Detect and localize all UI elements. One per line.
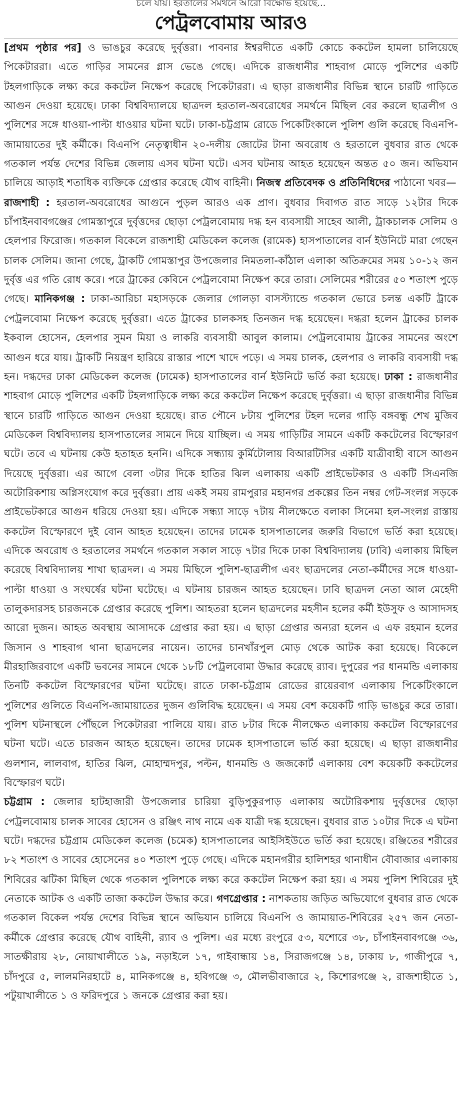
dateline-rajshahi: রাজশাহী : xyxy=(4,197,50,209)
mass-arrest-text: নাশকতায় জড়িত অভিযোগে বুধবার রাত থেকে গতকাল বিকেল পর্যন্ত দেশের বিভিন্ন স্থানে অভিযান চালিয়ে বিএনপি ও জামায়াত-শিবিরের ২৫৭ জন নেতা-কর্মীকে গ্রেপ্তার করেছে যৌথ বাহিনী, র‍্যাব ও পুলিশ। এর মধ্যে রংপুরে ৫৩, যশোরে ৩৮, চাঁপাইনবাবগঞ্জে ৩৬, সাতক্ষীরায় ২৮, নোয়াখালীতে ১৯, নড়াইলে ১৭, গাইবান্ধায় ১৪, সিরাজগঞ্জে ১৪, ঢাকায় ৮, গাজীপুরে ৭, চাঁদপুরে ৫, লালমনিরহাটে ৪, মানিকগঞ্জে ৪, হবিগঞ্জে ৩, মৌলভীবাজারে ২, কিশোরগঞ্জে ২, রাজশাহীতে ১, পটুয়াখালীতে ১ ও ফরিদপুরে ১ জনকে গ্রেপ্তার করা হয়। xyxy=(4,894,458,1002)
byline-tag: নিজস্ব প্রতিবেদক ও প্রতিনিধিদের xyxy=(253,178,391,190)
continuation-tag: [প্রথম পৃষ্ঠার পর] xyxy=(4,43,82,54)
dateline-dhaka: ঢাকা : xyxy=(379,371,413,383)
byline-text: পাঠানো খবর— xyxy=(390,178,457,190)
manikganj-text: ঢাকা-আরিচা মহাসড়কে জেলার গোলড়া বাসস্ট্যান্ডে গতকাল ভোরে চলন্ত একটি ট্রাকে পেট্রলবোমা নিক্ষেপ করেছে দুর্বৃত্তরা। এতে ট্রাকের চালকসহ তিনজন দগ্ধ হয়েছেন। দগ্ধরা হলেন ট্রাকের চালক ইকবাল হোসেন, হেলপার সুমন মিয়া ও লাকরি ব্যবসায়ী আবুল কালাম। পেট্রলবোমায় ট্রাকের সামনের অংশে আগুন ধরে যায়। ট্রাকটি নিয়ন্ত্রণ হারিয়ে রাস্তার পাশে খাদে পড়ে। এ সময় চালক, হেলপার ও লাকরি ব্যবসায়ী দগ্ধ হন। দগ্ধদের ঢাকা মেডিকেল কলেজ (ঢামেক) হাসপাতালের বার্ন ইউনিটে ভর্তি করা হয়েছে। xyxy=(4,294,458,383)
article-headline: পেট্রলবোমায় আরও xyxy=(4,8,458,39)
top-cut-line: চলে যায়। হরতালের সমর্থনে আরো বিক্ষোভ হয়েছে... xyxy=(136,0,326,8)
dateline-chattogram: চট্টগ্রাম : xyxy=(4,797,45,809)
article-body xyxy=(4,39,458,1006)
dateline-manikganj: মানিকগঞ্জ : xyxy=(28,294,86,306)
paragraph-intro xyxy=(4,39,458,194)
dhaka-text: রাজধানীর শাহবাগ মোড়ে পুলিশের একটি টহলগাড়িকে লক্ষ্য করে ককটেল নিক্ষেপ করেছে দুর্বৃত্তরা। এ ছাড়া রাজধানীর বিভিন্ন স্থানে চারটি গাড়িতে আগুন দেওয়া হয়েছে। রাত পৌনে ৮টায় পুলিশের টহল দলের গাড়ি বঙ্গবন্ধু শেখ মুজিব মেডিকেল বিশ্ববিদ্যালয় হাসপাতালের সামনে দিয়ে যাচ্ছিল। এ সময় গাড়িটির সামনে একটি ককটেলের বিস্ফোরণ ঘটে। তবে এ ঘটনায় কেউ হতাহত হননি। এদিকে সন্ধ্যায় কুর্মিটোলায় বিআরটিসির একটি যাত্রীবাহী বাসে আগুন দিয়েছে দুর্বৃত্তরা। এর আগে বেলা ৩টার দিকে হাতির ঝিল এলাকায় একটি প্রাইভেটকার ও একটি সিএনজি অটোরিকশায় অগ্নিসংযোগ করে দুর্বৃত্তরা। প্রায় একই সময় রামপুরার মহানগর প্রকল্পের তিন নম্বর গেট-সংলগ্ন সড়কে প্রাইভেটকারে আগুন ধরিয়ে দেওয়া হয়। এদিকে সন্ধ্যা সাড়ে ৭টায় নীলক্ষেতে বলাকা সিনেমা হল-সংলগ্ন রাস্তায় ককটেল বিস্ফোরণে দুই বোন আহত হয়েছেন। তাদের ঢামেক হাসপাতালের জরুরি বিভাগে ভর্তি করা হয়েছে। এদিকে অবরোধ ও হরতালের সমর্থনে গতকাল সকাল সাড়ে ৭টার দিকে ঢাকা বিশ্ববিদ্যালয় (ঢাবি) এলাকায় মিছিল করেছে বিশ্ববিদ্যালয় শাখা ছাত্রদল। এ সময় মিছিলে পুলিশ-ছাত্রলীগ এবং ছাত্রদলের নেতা-কর্মীদের সঙ্গে ধাওয়া-পাল্টা ধাওয়া ও সংঘর্ষের ঘটনা ঘটেছে। এ ঘটনায় চারজন আহত হয়েছেন। ঢাবি ছাত্রদল নেতা আল মেহেদী তালুকদারসহ চারজনকে গ্রেপ্তার করেছে পুলিশ। আহতরা হলেন ছাত্রদলের মহসীন হলের কর্মী ইউসুফ ও আসাদসহ আরো দুজন। আহত অবস্থায় আসাদকে গ্রেপ্তার করা হয়। এ ছাড়া গ্রেপ্তার অন্যরা হলেন এ এফ রহমান হলের জিসান ও শাহবাগ থানা ছাত্রদলের নায়েন। তাদের চানখাঁরপুল মোড় থেকে আটক করা হয়েছে। বিকেলে মীরহাজিরবাগে একটি ভবনের সামনে থেকে ১৮টি পেট্রলবোমা উদ্ধার করেছে র‍্যাব। দুপুরের পর ধানমন্ডি এলাকায় তিনটি ককটেল বিস্ফোরণের ঘটনা ঘটেছে। রাতে ঢাকা-চট্টগ্রাম রোডের রায়েরবাগ এলাকায় পিকেটিংকালে পুলিশের গুলিতে বিএনপি-জামায়াতের দুজন গুলিবিদ্ধ হয়েছেন। এ সময় বেশ কয়েকটি গাড়ি ভাঙচুর করে তারা। পুলিশ ঘটনাস্থলে পৌঁছলে পিকেটাররা পালিয়ে যায়। রাত ৮টার দিকে নীলক্ষেত এলাকায় ককটেল বিস্ফোরণের ঘটনা ঘটে। এতে চারজন আহত হয়েছেন। তাদের ঢামেক হাসপাতালে ভর্তি করা হয়েছে। এ ছাড়া রাজধানীর গুলশান, লালবাগ, হাতির ঝিল, মোহাম্মদপুর, পল্টন, ধানমন্ডি ও জজকোর্ট এলাকায় বেশ কয়েকটি ককটেলের বিস্ফোরণ ঘটে। xyxy=(4,371,458,790)
paragraph-chattogram xyxy=(4,793,458,1006)
rajshahi-text: হরতাল-অবরোধের আগুনে পুড়ল আরও এক প্রাণ। বুধবার দিবাগত রাত সাড়ে ১২টার দিকে চাঁপাইনবাবগঞ্জের গোমস্তাপুরে দুর্বৃত্তদের ছোড়া পেট্রলবোমায় দগ্ধ হন ব্যবসায়ী সাহেব আলী, ট্রাকচালক সেলিম ও হেলপার ফিরোজ। গতকাল বিকেলে রাজশাহী মেডিকেল কলেজ (রামেক) হাসপাতালের বার্ন ইউনিটে মারা গেছেন চালক সেলিম। জানা গেছে, ট্রাকটি গোমস্তাপুর উপজেলার নিমতলা-কাঁঠাল এলাকা অতিক্রমের সময় ১০-১২ জন দুর্বৃত্ত এর গতি রোধ করে। পরে ট্রাকের কেবিনে পেট্রলবোমা নিক্ষেপ করে তারা। সেলিমের শরীরের ৫০ শতাংশ পুড়ে গেছে। xyxy=(4,197,459,306)
chattogram-text: জেলার হাটহাজারী উপজেলার চারিয়া বুড়িপুকুরপাড় এলাকায় অটোরিকশায় দুর্বৃত্তদের ছোড়া পেট্রলবোমায় চালক সাবের হোসেন ও রঞ্জিৎ নাথ নামে এক যাত্রী দগ্ধ হয়েছেন। বুধবার রাত ১০টার দিকে এ ঘটনা ঘটে। দগ্ধদের চট্টগ্রাম মেডিকেল কলেজ (চমেক) হাসপাতালের আইসিইউতে ভর্তি করা হয়েছে। রঞ্জিতের শরীরের ৮২ শতাংশ ও সাবের হোসেনের ৪০ শতাংশ পুড়ে গেছে। এদিকে মহানগরীর হালিশহর থানাধীন বৌবাজার এলাকায় শিবিরের ঝটিকা মিছিল থেকে গতকাল পুলিশকে লক্ষ্য করে ককটেল নিক্ষেপ করা হয়। এ সময় পুলিশ শিবিরের দুই নেতাকে আটক ও একটি তাজা ককটেল উদ্ধার করে। xyxy=(4,797,458,906)
section-mass-arrest: গণগ্রেপ্তার : xyxy=(213,894,266,906)
intro-text: ও ভাঙচুর করেছে দুর্বৃত্তরা। পাবনার ঈশ্বরদীতে একটি কোচে ককটেল হামলা চালিয়েছে পিকেটাররা। এতে গাড়ির সামনের গ্লাস ভেঙে গেছে। এদিকে রাজধানীর শাহবাগ মোড়ে পুলিশের একটি টহলগাড়িকে লক্ষ্য করে ককটেল নিক্ষেপ করেছে পিকেটাররা। এ ছাড়া রাজধানীর বিভিন্ন স্থানে চারটি গাড়িতে আগুন দেওয়া হয়েছে। ঢাকা বিশ্ববিদ্যালয়ে ছাত্রদল হরতাল-অবরোধের সমর্থনে মিছিল বের করলে ছাত্রলীগ ও পুলিশের সঙ্গে ধাওয়া-পাল্টা ধাওয়ার ঘটনা ঘটে। ঢাকা-চট্টগ্রাম রোডে পিকেটিংকালে পুলিশ গুলি করেছে বিএনপি-জামায়াতের দুই কর্মীকে। বিএনপি নেতৃত্বাধীন ২০-দলীয় জোটের টানা অবরোধ ও হরতালে বুধবার রাত থেকে গতকাল পর্যন্ত দেশের বিভিন্ন জেলায় এসব ঘটনা ঘটে। এসব ঘটনায় আহত হয়েছেন অন্তত ৫০ জন। অভিযান চালিয়ে আড়াই শতাধিক ব্যক্তিকে গ্রেপ্তার করেছে যৌথ বাহিনী। xyxy=(4,43,458,190)
paragraph-rajshahi xyxy=(4,194,458,794)
